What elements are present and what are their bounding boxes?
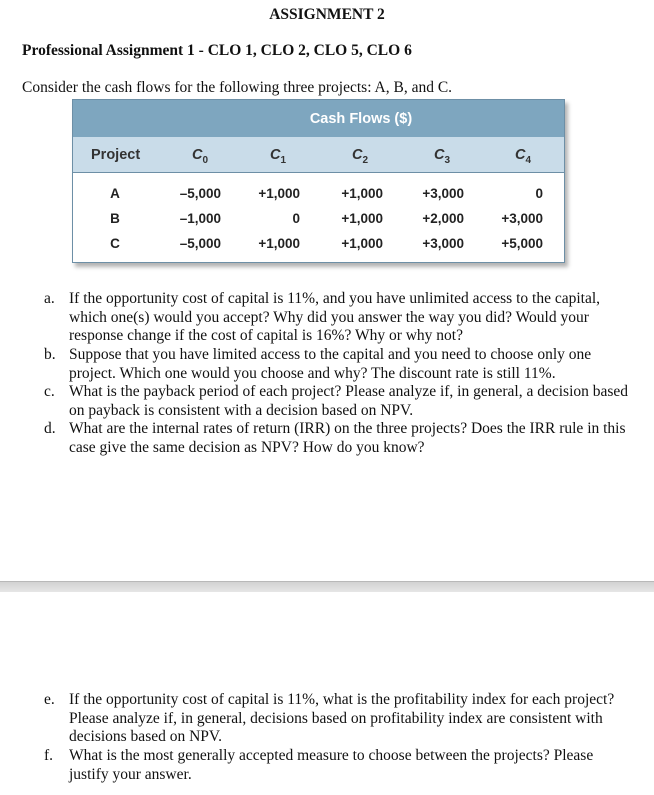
table-cell: +3,000: [422, 186, 464, 201]
question-text: If the opportunity cost of capital is 11%, and you have unlimited access to the capital, which one(s) would you accept? Why did you answer the way you did? Would your response change if the cost of capital is 16%? Why or why not?: [69, 290, 601, 344]
table-cell: –5,000: [179, 186, 221, 201]
table-cell: +2,000: [422, 211, 464, 226]
question-label: d.: [44, 420, 56, 437]
column-header-c1: $C_1$: [269, 147, 287, 166]
table-cell: +3,000: [501, 211, 543, 226]
question-b: [44, 346, 634, 383]
page-divider: [0, 581, 654, 592]
table-cell: –5,000: [179, 236, 221, 251]
question-text: If the opportunity cost of capital is 11%, what is the profitability index for each project? Please analyze if, in general, decisions based on profitability index are consistent with decisions based on NPV.: [69, 691, 615, 745]
table-cell: +3,000: [422, 236, 464, 251]
table-cell: +1,000: [258, 186, 300, 201]
project-column-header: Project: [91, 147, 141, 163]
table-cell: +5,000: [501, 236, 543, 251]
column-header-c3: $C_3$: [433, 147, 451, 166]
project-label: B: [110, 211, 120, 226]
question-label: a.: [44, 290, 55, 307]
question-e: [44, 691, 634, 747]
table-cell: +1,000: [258, 236, 300, 251]
question-label: e.: [44, 691, 55, 708]
table-cell: 0: [292, 211, 300, 226]
table-cell: +1,000: [341, 186, 383, 201]
assignment-title: ASSIGNMENT 2: [269, 6, 385, 23]
question-text: What are the internal rates of return (IRR) on the three projects? Does the IRR rule in this case give the same decision as NPV? How do you know?: [69, 420, 626, 456]
column-header-c0: $C_0$: [191, 147, 209, 166]
question-text: Suppose that you have limited access to the capital and you need to choose only one project. Which one would you choose and why? The discount rate is still 11%.: [69, 346, 592, 382]
question-text: What is the most generally accepted measure to choose between the projects? Please justify your answer.: [69, 747, 594, 783]
column-header-c2: $C_2$: [351, 147, 369, 166]
intro-text: Consider the cash flows for the following three projects: A, B, and C.: [22, 79, 453, 96]
table-cell: –1,000: [179, 211, 221, 226]
question-text: What is the payback period of each project? Please analyze if, in general, a decision based on payback is consistent with a decision based on NPV.: [69, 383, 629, 419]
cash-flow-table: [72, 99, 565, 263]
table-column-headers: [73, 137, 564, 173]
table-cell: +1,000: [341, 211, 383, 226]
column-header-c4: $C_4$: [514, 147, 532, 166]
question-f: [44, 747, 634, 784]
project-label: A: [110, 186, 120, 201]
question-label: c.: [44, 383, 55, 400]
table-cell: 0: [535, 186, 543, 201]
question-a: [44, 290, 634, 346]
table-row-c: [73, 231, 564, 256]
table-row-b: [73, 206, 564, 231]
table-group-header: [73, 100, 564, 137]
question-label: f.: [44, 747, 54, 764]
cash-flows-header: Cash Flows ($): [309, 111, 413, 127]
question-c: [44, 383, 634, 420]
table-row-a: [73, 181, 564, 206]
assignment-subtitle: Professional Assignment 1 - CLO 1, CLO 2, CLO 5, CLO 6: [22, 42, 412, 59]
project-label: C: [110, 236, 120, 251]
question-d: [44, 420, 634, 457]
question-label: b.: [44, 346, 56, 363]
table-cell: +1,000: [341, 236, 383, 251]
